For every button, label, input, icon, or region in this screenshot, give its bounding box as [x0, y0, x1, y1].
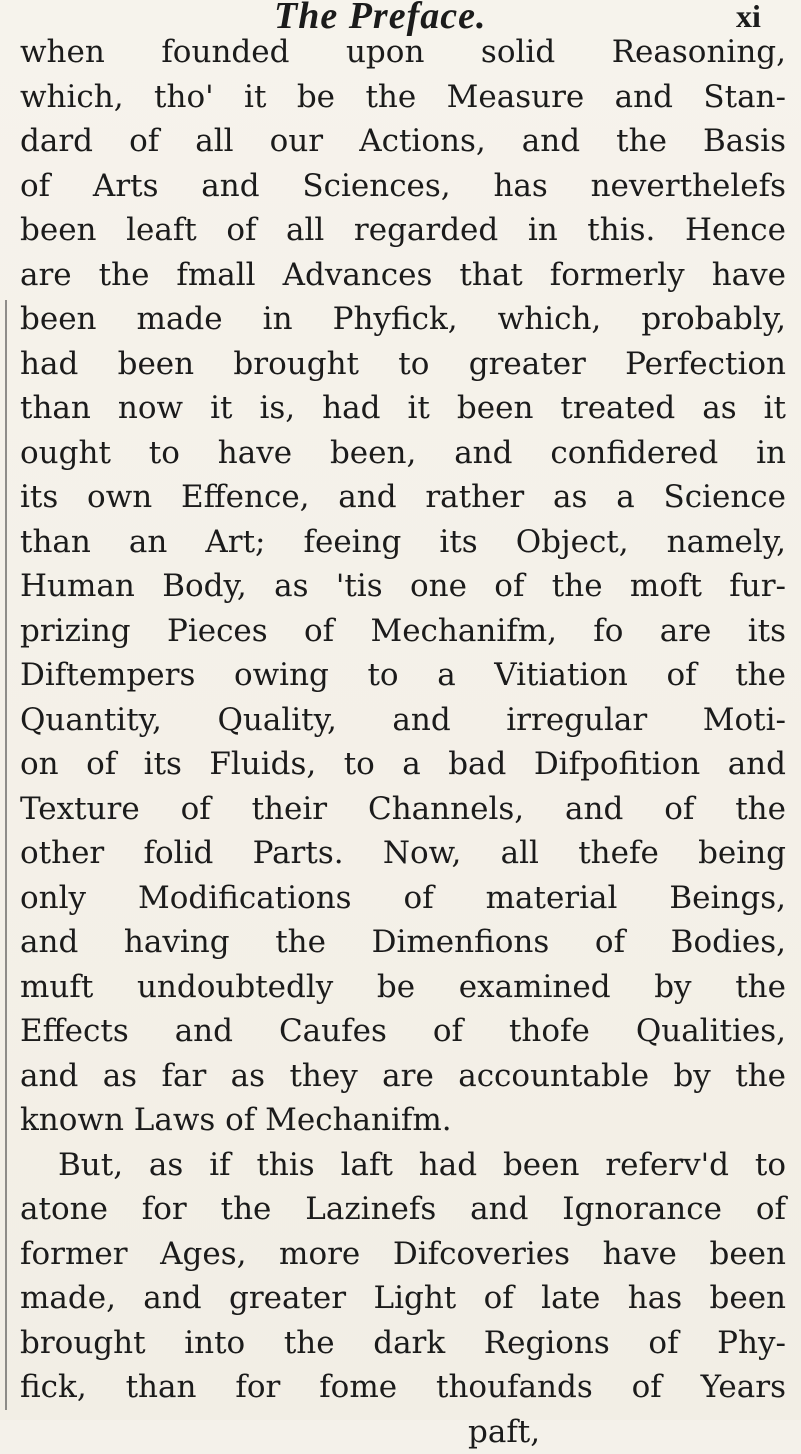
- text-line: Effects and Caufes of thofe Qualities,: [20, 1009, 786, 1054]
- text-line: its own Effence, and rather as a Science: [20, 475, 786, 520]
- running-head: The Preface.: [274, 0, 486, 38]
- text-line: made, and greater Light of late has been: [20, 1276, 786, 1321]
- text-line: other folid Parts. Now, all thefe being: [20, 831, 786, 876]
- text-line: been made in Phyfick, which, probably,: [20, 297, 786, 342]
- text-line: Diftempers owing to a Vitiation of the: [20, 653, 786, 698]
- text-line: of Arts and Sciences, has neverthelefs: [20, 164, 786, 209]
- text-line: Texture of their Channels, and of the: [20, 787, 786, 832]
- text-line: brought into the dark Regions of Phy-: [20, 1321, 786, 1366]
- gutter-shadow: [5, 300, 7, 1410]
- text-line: But, as if this laft had been referv'd to: [20, 1143, 786, 1188]
- text-line: and as far as they are accountable by the: [20, 1054, 786, 1099]
- text-line: are the fmall Advances that formerly have: [20, 253, 786, 298]
- text-line: known Laws of Mechanifm.: [20, 1098, 786, 1143]
- text-line: when founded upon solid Reasoning,: [20, 30, 786, 75]
- text-line: muft undoubtedly be examined by the: [20, 965, 786, 1010]
- body-text: [20, 30, 786, 1454]
- text-line: and having the Dimenfions of Bodies,: [20, 920, 786, 965]
- text-line: fick, than for fome thoufands of Years: [20, 1365, 786, 1410]
- text-line: former Ages, more Difcoveries have been: [20, 1232, 786, 1277]
- text-line: had been brought to greater Perfection: [20, 342, 786, 387]
- text-line: prizing Pieces of Mechanifm, fo are its: [20, 609, 786, 654]
- text-line: ought to have been, and confidered in: [20, 431, 786, 476]
- text-line: only Modifications of material Beings,: [20, 876, 786, 921]
- text-line: atone for the Lazinefs and Ignorance of: [20, 1187, 786, 1232]
- text-line: than now it is, had it been treated as it: [20, 386, 786, 431]
- text-line: on of its Fluids, to a bad Difpofition and: [20, 742, 786, 787]
- text-line: than an Art; feeing its Object, namely,: [20, 520, 786, 565]
- catchword: paft,: [20, 1410, 786, 1454]
- text-line: Human Body, as 'tis one of the moft fur-: [20, 564, 786, 609]
- text-line: dard of all our Actions, and the Basis: [20, 119, 786, 164]
- page-number: xi: [736, 0, 761, 35]
- text-line: been leaft of all regarded in this. Hence: [20, 208, 786, 253]
- text-line: which, tho' it be the Measure and Stan-: [20, 75, 786, 120]
- text-line: Quantity, Quality, and irregular Moti-: [20, 698, 786, 743]
